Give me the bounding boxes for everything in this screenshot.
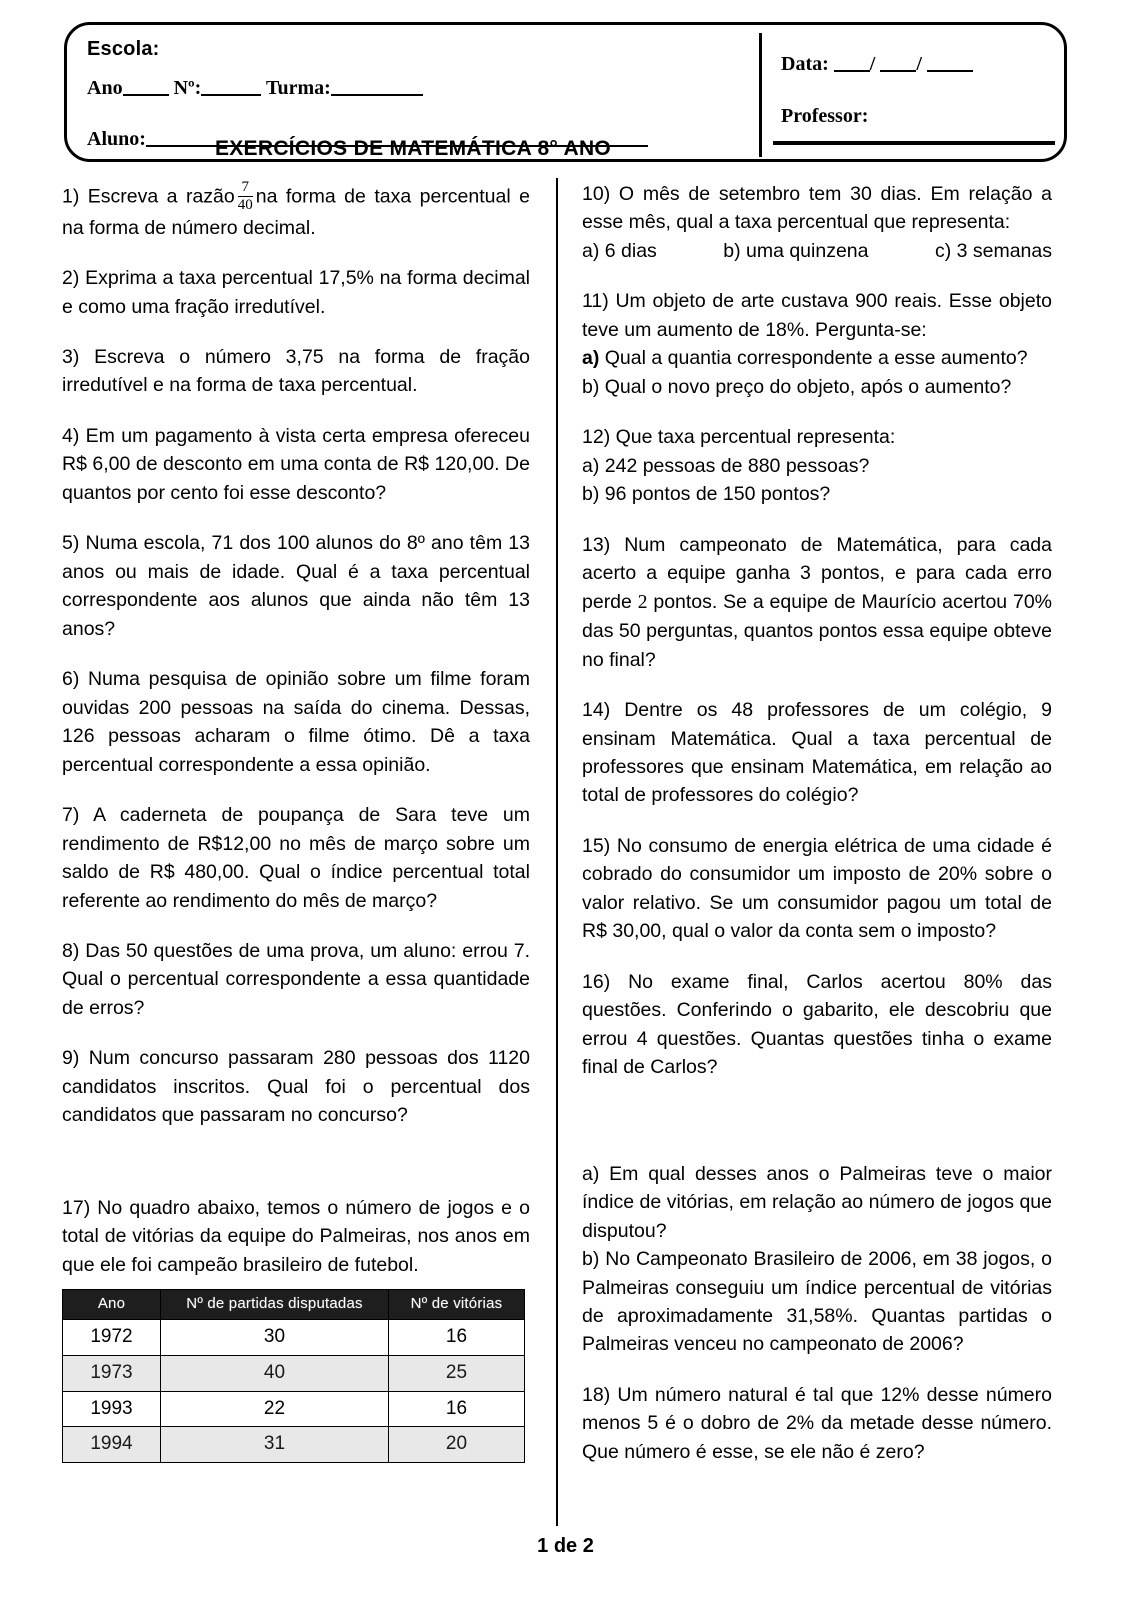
palmeiras-table-wrapper [62,1289,524,1463]
escola-label: Escola: [87,38,160,60]
data-separator-1: / [869,53,876,75]
question-16: 16) No exame final, Carlos acertou 80% das questões. Conferindo o gabarito, ele descobriu que errou 4 questões. Quantas questões tinha o exame final de Carlos? [582,970,1052,1079]
right-column [582,180,1052,1466]
cell-vitorias: 20 [389,1427,525,1463]
cell-ano: 1973 [63,1355,161,1391]
question-12 [582,423,1052,508]
question-7: 7) A caderneta de poupança de Sara teve um rendimento de R$12,00 no mês de março sobre um saldo de R$ 480,00. Qual o índice percentual total referente ao rendimento do mês de março? [62,804,530,912]
question-15: 15) No consumo de energia elétrica de uma cidade é cobrado do consumidor um imposto de 20% sobre o valor relativo. Se um consumidor pagou um total de R$ 30,00, qual o valor da conta sem o imposto? [582,834,1052,943]
question-13-part-2: pontos. Se a equipe de Maurício acertou 70% das 50 perguntas, quantos pontos essa equipe obteve no final? [582,590,1053,671]
professor-label: Professor: [781,105,869,127]
table-row [63,1427,525,1463]
data-month-field[interactable] [880,55,916,72]
question-9: 9) Num concurso passaram 280 pessoas dos 1120 candidatos inscritos. Qual foi o percentual dos candidatos que passaram no concurso? [62,1047,530,1127]
question-13-part-1: 13) Num campeonato de Matemática, para cada acerto a equipe ganha 3 pontos, e para cada erro perde [582,533,1052,613]
column-divider [556,178,558,1526]
cell-partidas: 22 [161,1391,389,1427]
question-10-options [582,237,1052,265]
question-4: 4) Em um pagamento à vista certa empresa ofereceu R$ 6,00 de desconto em uma conta de R$ 120,00. De quantos por cento foi esse desconto? [62,424,530,504]
data-year-field[interactable] [927,55,973,72]
question-17-option-a: a) Em qual desses anos o Palmeiras teve o maior índice de vitórias, em relação ao número de jogos que disputou? [582,1162,1052,1242]
cell-vitorias: 16 [389,1391,525,1427]
table-row [63,1320,525,1356]
cell-partidas: 30 [161,1320,389,1356]
cell-vitorias: 16 [389,1320,525,1356]
table-row [63,1355,525,1391]
question-13-number: 2 [637,591,648,613]
table-head [63,1290,525,1320]
question-17: 17) No quadro abaixo, temos o número de jogos e o total de vitórias da equipe do Palmeiras, nos anos em que ele foi campeão brasileiro de futebol. [62,1196,530,1276]
numero-label: Nº: [173,77,202,99]
question-12-option-b: b) 96 pontos de 150 pontos? [582,483,831,506]
question-10 [582,180,1052,265]
aluno-label: Aluno: [87,128,146,150]
page-title: EXERCÍCIOS DE MATEMÁTICA 8° ANO [214,137,612,160]
header-right-section [759,25,1070,159]
turma-label: Turma: [265,77,331,99]
page-footer: 1 de 2 [537,1535,594,1557]
question-14: 14) Dentre os 48 professores de um colégio, 9 ensinam Matemática. Qual a taxa percentual de professores que ensinam Matemática, em relação ao total de professores do colégio? [582,699,1052,807]
table-header-partidas: Nº de partidas disputadas [161,1290,389,1320]
ano-blank-field[interactable] [123,78,169,96]
table-header-ano: Ano [63,1290,161,1320]
question-5: 5) Numa escola, 71 dos 100 alunos do 8º ano têm 13 anos ou mais de idade. Qual é a taxa percentual correspondente aos alunos que ainda não têm 13 anos? [62,532,530,640]
question-10-option-c: c) 3 semanas [934,239,1052,262]
table-header-vitorias: Nº de vitórias [389,1290,525,1320]
left-column [62,180,530,1463]
data-label: Data: [781,53,829,75]
cell-ano: 1972 [63,1320,161,1356]
question-8: 8) Das 50 questões de uma prova, um aluno: errou 7. Qual o percentual correspondente a essa quantidade de erros? [62,939,530,1019]
cell-ano: 1993 [63,1391,161,1427]
fraction-numerator: 7 [238,180,253,197]
question-18: 18) Um número natural é tal que 12% desse número menos 5 é o dobro de 2% da metade desse número. Que número é esse, se ele não é zero? [582,1383,1052,1463]
question-1-part-a: 1) Escreva a razão [62,185,235,208]
fraction-7-over-40 [238,180,253,214]
ano-numero-turma-row [87,77,423,100]
question-11-intro: 11) Um objeto de arte custava 900 reais. Esse objeto teve um aumento de 18%. Pergunta-se: [582,290,1052,341]
question-11-option-b: b) Qual o novo preço do objeto, após o aumento? [582,375,1012,398]
ano-label: Ano [87,77,123,99]
fraction-denominator: 40 [237,197,253,214]
question-6: 6) Numa pesquisa de opinião sobre um filme foram ouvidas 200 pessoas na saída do cinema. Dessas, 126 pessoas acharam o filme ótimo. Dê a taxa percentual correspondente a essa opinião. [62,668,530,776]
cell-ano: 1994 [63,1427,161,1463]
table-row [63,1391,525,1427]
question-11-option-a-marker: a) [582,347,600,370]
cell-partidas: 40 [161,1355,389,1391]
data-row [781,53,973,76]
question-2: 2) Exprima a taxa percentual 17,5% na forma decimal e como uma fração irredutível. [62,267,530,318]
professor-underline [773,141,1055,145]
data-separator-2: / [916,53,922,75]
cell-partidas: 31 [161,1427,389,1463]
question-13 [582,531,1052,674]
data-day-field[interactable] [834,55,870,72]
question-12-intro: 12) Que taxa percentual representa: [582,426,896,449]
question-12-option-a: a) 242 pessoas de 880 pessoas? [582,454,870,477]
question-11 [582,287,1052,401]
header-left-section [67,25,759,159]
question-17-option-b: b) No Campeonato Brasileiro de 2006, em 38 jogos, o Palmeiras conseguiu um índice percentual de vitórias de aproximadamente 31,58%. Quantas partidas o Palmeiras venceu no campeonato de 2006? [582,1248,1052,1356]
question-1 [62,180,530,242]
numero-blank-field[interactable] [201,78,261,96]
table-header-row [63,1290,525,1320]
question-1-part-b: na forma de taxa percentual e na forma de número decimal. [62,185,530,239]
turma-blank-field[interactable] [331,78,423,96]
student-info-header-box [64,22,1067,162]
question-10-intro: 10) O mês de setembro tem 30 dias. Em relação a esse mês, qual a taxa percentual que representa: [582,183,1052,234]
question-10-option-b: b) uma quinzena [723,239,869,262]
cell-vitorias: 25 [389,1355,525,1391]
palmeiras-table [62,1289,525,1463]
table-body [63,1320,525,1463]
question-3: 3) Escreva o número 3,75 na forma de fração irredutível e na forma de taxa percentual. [62,346,530,397]
question-10-option-a: a) 6 dias [582,239,657,262]
question-11-option-a-text: Qual a quantia correspondente a esse aumento? [604,347,1028,370]
